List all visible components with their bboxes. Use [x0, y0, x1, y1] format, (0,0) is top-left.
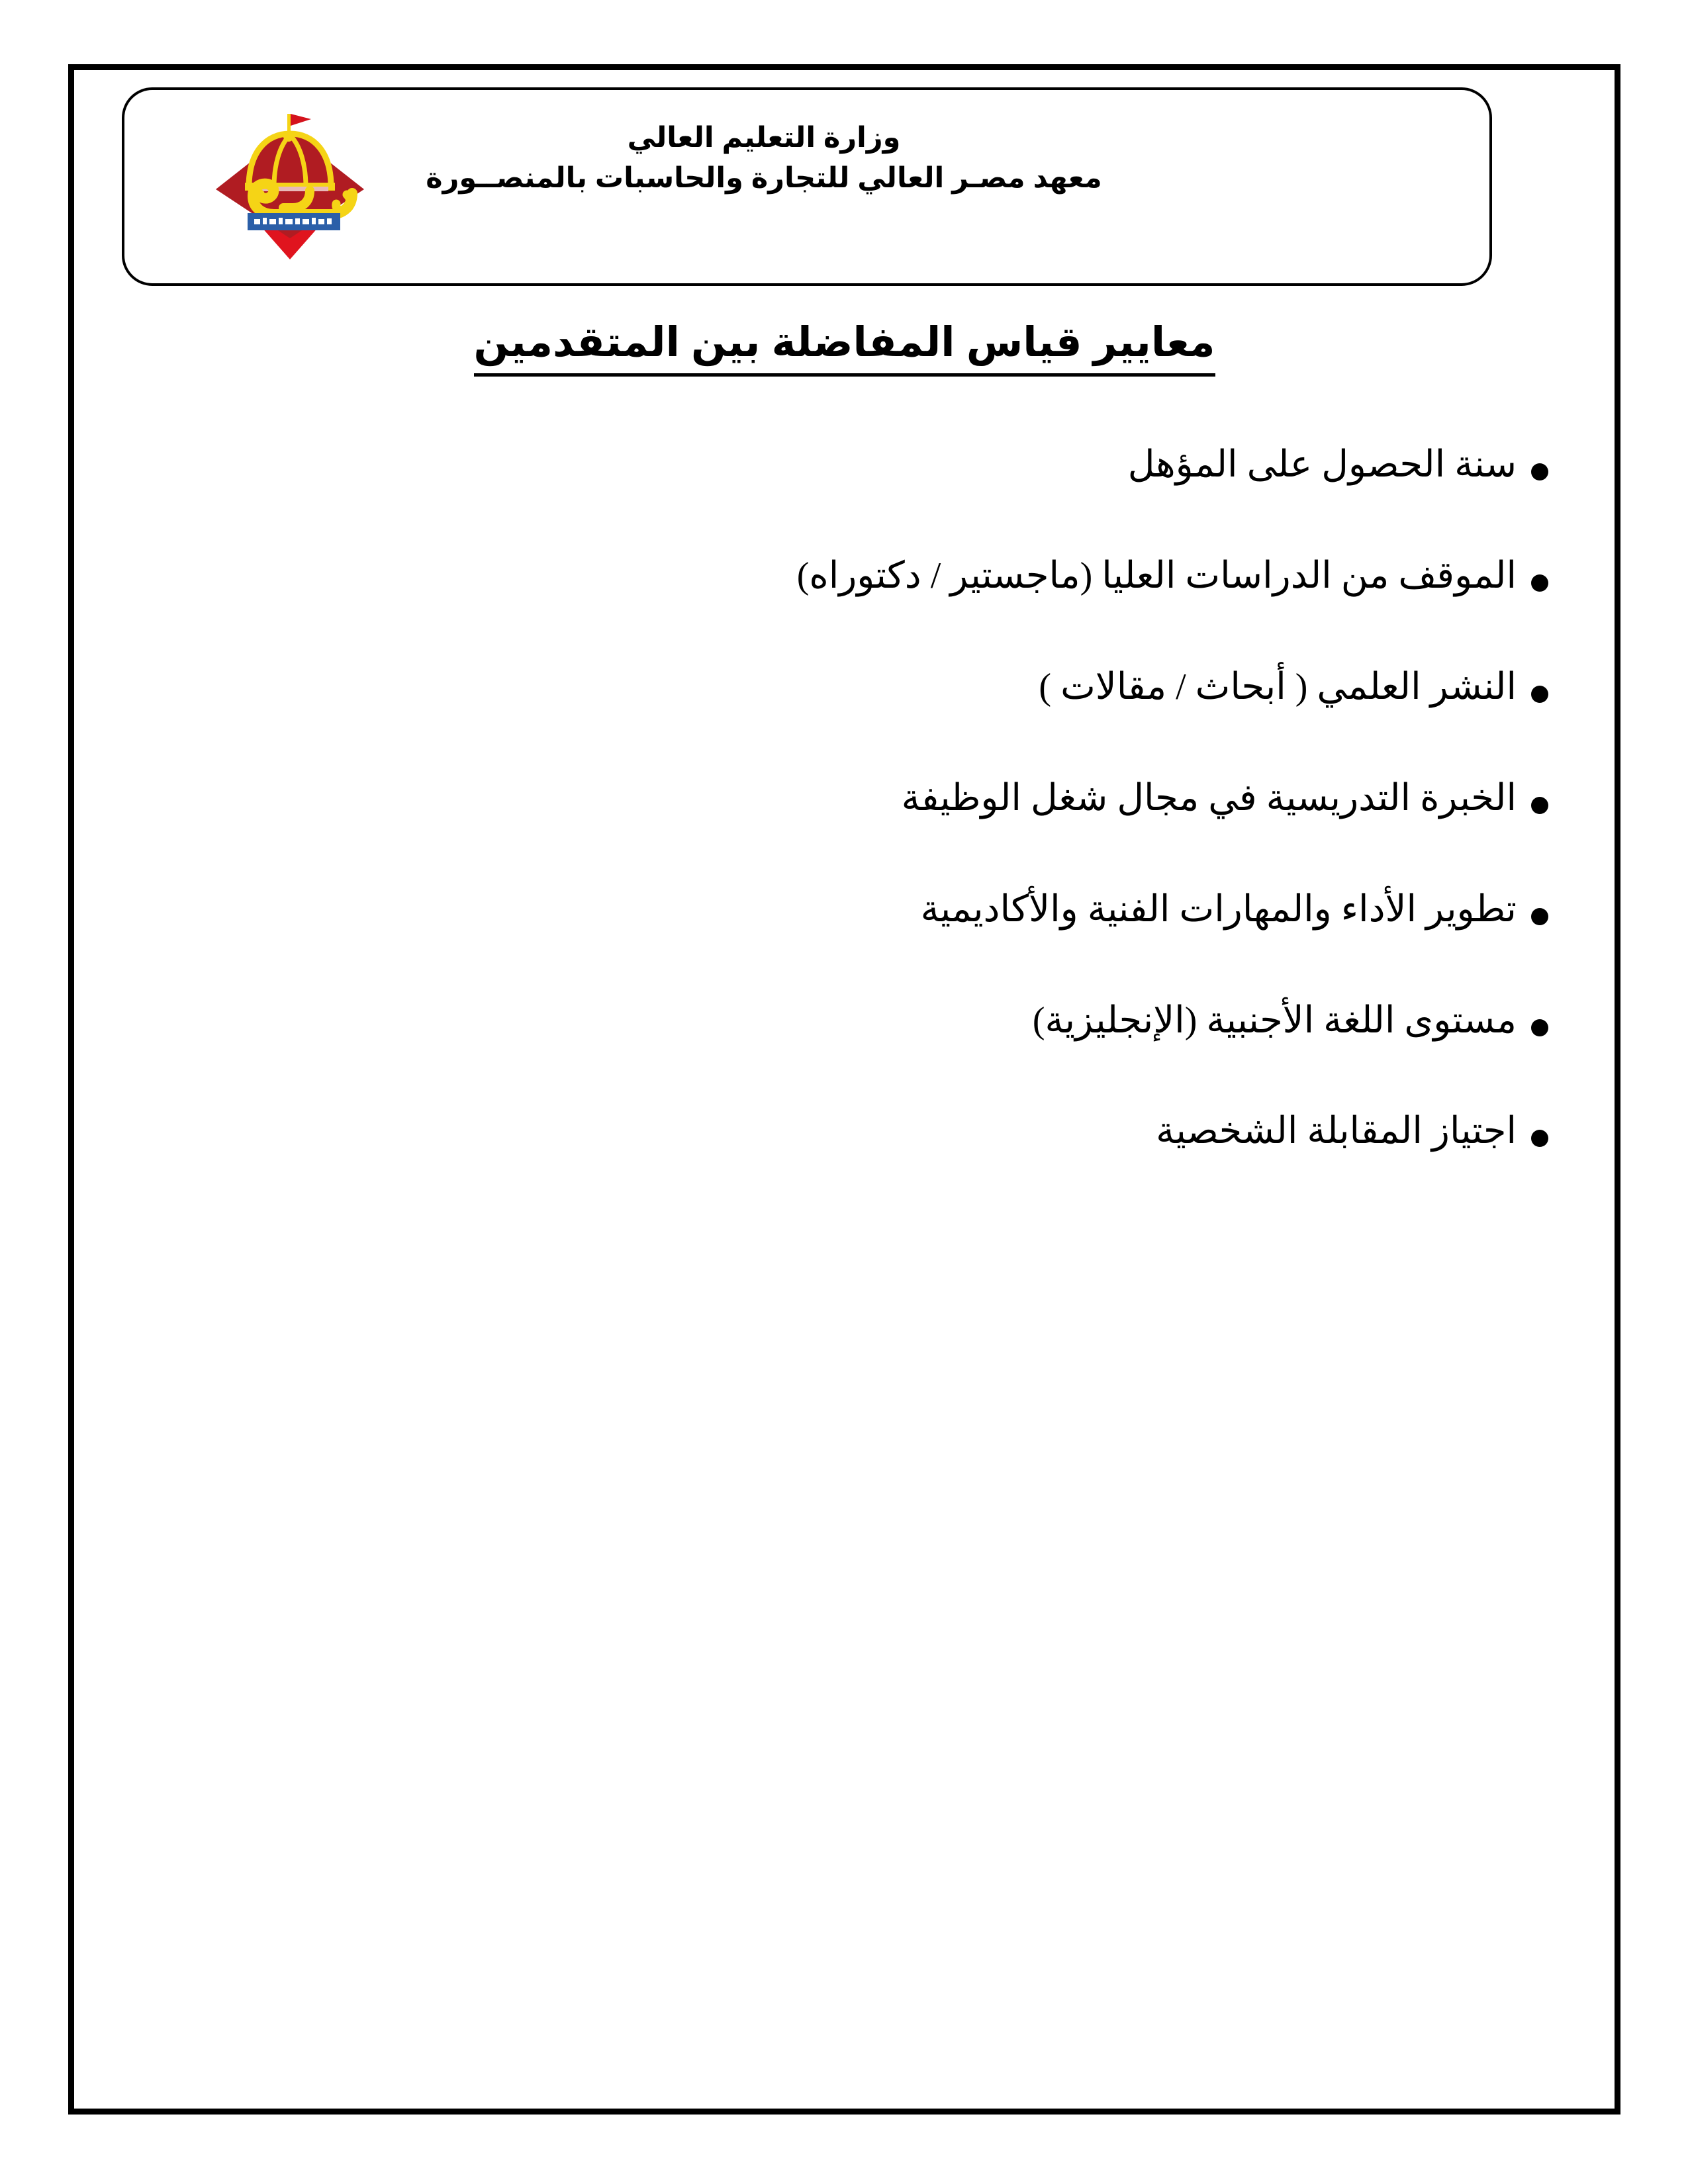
bullet-icon [1531, 1019, 1548, 1036]
list-item [74, 441, 1615, 490]
criteria-text: سنة الحصول على المؤهل [1127, 444, 1517, 485]
list-item [74, 663, 1615, 712]
criteria-text: النشر العلمي ( أبحاث / مقالات ) [1039, 666, 1517, 707]
list-item [74, 552, 1615, 601]
page-content [74, 70, 1615, 2109]
bullet-icon [1531, 463, 1548, 480]
letterhead-text [124, 118, 1489, 199]
letterhead-box [122, 87, 1492, 286]
bullet-icon [1531, 686, 1548, 703]
page-title: معايير قياس المفاضلة بين المتقدمين [474, 315, 1215, 377]
list-item [74, 886, 1615, 934]
page-frame [68, 64, 1620, 2115]
document-title-container [74, 315, 1615, 377]
criteria-list [74, 441, 1615, 1156]
list-item [74, 774, 1615, 823]
criteria-text: الخبرة التدريسية في مجال شغل الوظيفة [901, 777, 1517, 819]
criteria-text: تطوير الأداء والمهارات الفنية والأكاديمية [920, 888, 1517, 930]
institute-name: معهد مصـر العالي للتجارة والحاسبات بالمنصــورة [426, 162, 1102, 195]
list-item [74, 1107, 1615, 1156]
bullet-icon [1531, 574, 1548, 592]
bullet-icon [1531, 1130, 1548, 1147]
ministry-name: وزارة التعليم العالي [627, 122, 901, 154]
bullet-icon [1531, 908, 1548, 925]
list-item [74, 997, 1615, 1046]
bullet-icon [1531, 797, 1548, 814]
criteria-text: مستوى اللغة الأجنبية (الإنجليزية) [1032, 999, 1517, 1041]
criteria-text: الموقف من الدراسات العليا (ماجستير / دكتوراه) [796, 555, 1517, 596]
criteria-text: اجتياز المقابلة الشخصية [1156, 1111, 1517, 1152]
